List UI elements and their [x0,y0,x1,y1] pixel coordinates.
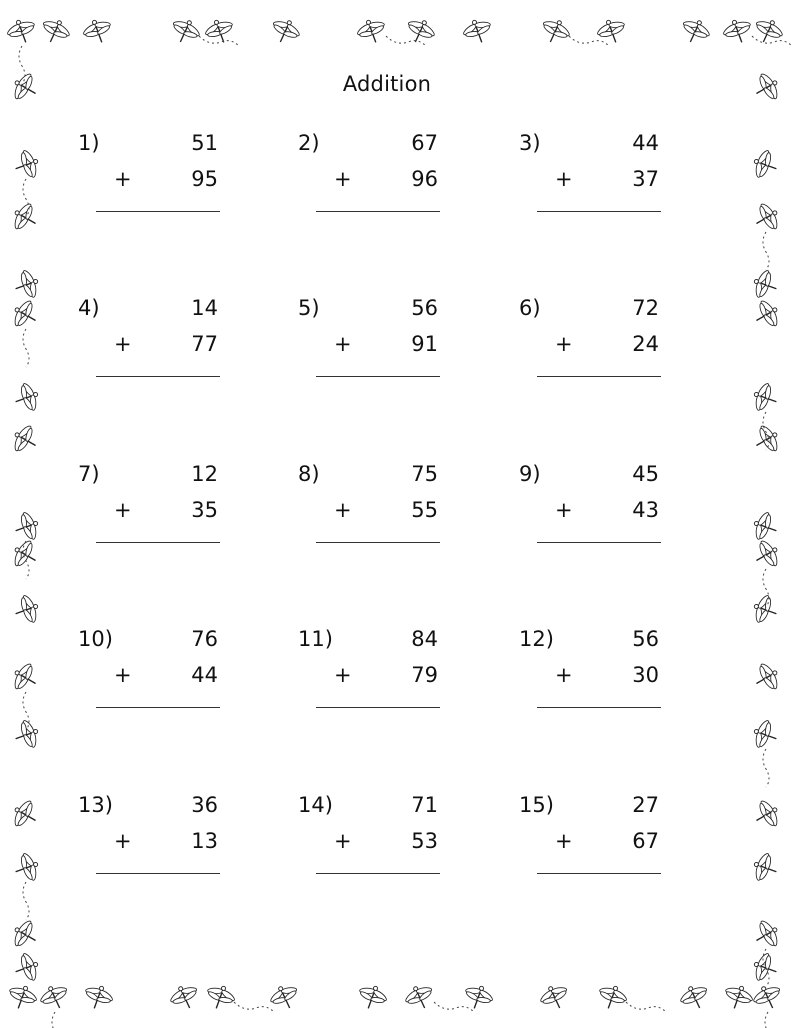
problem-number: 11) [298,627,333,651]
second-addend: 37 [632,167,659,191]
dotted-flight-trail [765,1012,771,1028]
answer-line [96,873,220,874]
plus-sign: + [114,829,132,853]
first-addend: 84 [411,627,438,651]
dragonfly-icon [8,421,43,458]
problem-number: 1) [78,131,100,155]
dragonfly-icon [749,659,784,696]
second-addend: 53 [411,829,438,853]
dragonfly-icon [267,15,304,49]
dragonfly-icon [8,296,43,333]
answer-line [96,211,220,212]
problem-1 [78,131,228,241]
dotted-flight-trail [23,882,29,920]
dragonfly-icon [37,15,74,49]
dragonfly-icon [749,380,781,416]
problem-7 [78,462,228,572]
answer-line [316,542,440,543]
first-addend: 36 [191,793,218,817]
dragonfly-icon [749,296,784,333]
dragonfly-icon [8,916,43,953]
first-addend: 14 [191,296,218,320]
dotted-flight-trail [386,36,426,46]
plus-sign: + [334,829,352,853]
second-addend: 55 [411,498,438,522]
first-addend: 12 [191,462,218,486]
dotted-flight-trail [569,36,609,46]
dragonfly-icon [4,15,40,47]
dotted-flight-trail [23,329,29,367]
dragonfly-icon [36,981,73,1015]
plus-sign: + [114,663,132,687]
dragonfly-icon [749,796,784,833]
answer-line [316,707,440,708]
second-addend: 95 [191,167,218,191]
answer-line [537,873,661,874]
answer-line [537,542,661,543]
second-addend: 44 [191,663,218,687]
problem-number: 3) [519,131,541,155]
problem-number: 9) [519,462,541,486]
problem-5 [298,296,448,406]
dragonfly-icon [80,981,116,1013]
problem-10 [78,627,228,737]
first-addend: 76 [191,627,218,651]
first-addend: 27 [632,793,659,817]
dragonfly-icon [749,916,784,953]
dragonfly-icon [11,509,43,545]
dragonfly-icon [11,592,43,628]
dragonfly-icon [676,981,713,1015]
dragonfly-icon [11,267,43,303]
dragonfly-icon [749,421,784,458]
problem-13 [78,793,228,903]
answer-line [537,211,661,212]
dragonfly-icon [749,509,781,545]
dragonfly-icon [749,592,781,628]
first-addend: 71 [411,793,438,817]
first-addend: 72 [632,296,659,320]
plus-sign: + [555,663,573,687]
dotted-flight-trail [199,36,239,46]
answer-line [96,542,220,543]
plus-sign: + [114,498,132,522]
problem-2 [298,131,448,241]
problem-number: 5) [298,296,320,320]
first-addend: 56 [411,296,438,320]
plus-sign: + [114,167,132,191]
second-addend: 91 [411,332,438,356]
worksheet-title: Addition [342,72,432,96]
problem-number: 13) [78,793,113,817]
problem-number: 6) [519,296,541,320]
dragonfly-icon [167,15,204,49]
problem-14 [298,793,448,903]
dragonfly-icon [80,15,116,47]
plus-sign: + [555,829,573,853]
dragonfly-icon [11,717,43,753]
answer-line [316,376,440,377]
dragonfly-icon [594,981,630,1013]
dotted-flight-trail [752,36,792,46]
dragonfly-icon [202,981,238,1013]
dragonfly-icon [8,659,43,696]
dragonfly-icon [460,981,496,1013]
dragonfly-icon [594,15,630,47]
dragonfly-icon [8,796,43,833]
problem-9 [519,462,669,572]
dragonfly-icon [749,267,781,303]
dragonfly-icon [460,15,496,47]
dragonfly-icon [749,199,784,236]
dotted-flight-trail [763,232,769,270]
plus-sign: + [114,332,132,356]
dotted-flight-trail [52,1012,58,1028]
dragonfly-icon [749,850,781,886]
dragonfly-icon [166,981,203,1015]
dragonfly-icon [11,950,43,986]
dragonfly-icon [11,147,43,183]
dragonfly-icon [354,981,390,1013]
answer-line [537,376,661,377]
second-addend: 43 [632,498,659,522]
problem-number: 2) [298,131,320,155]
dragonfly-icon [11,380,43,416]
dragonfly-icon [749,147,781,183]
dotted-flight-trail [626,1002,666,1012]
dragonfly-icon [8,199,43,236]
second-addend: 24 [632,332,659,356]
problem-15 [519,793,669,903]
plus-sign: + [555,498,573,522]
problem-4 [78,296,228,406]
problem-8 [298,462,448,572]
problem-number: 10) [78,627,113,651]
dragonfly-icon [354,15,390,47]
dragonfly-icon [11,850,43,886]
answer-line [316,873,440,874]
dragonfly-icon [537,15,574,49]
second-addend: 13 [191,829,218,853]
dotted-flight-trail [434,1002,474,1012]
answer-line [537,707,661,708]
first-addend: 44 [632,131,659,155]
problem-number: 14) [298,793,333,817]
dragonfly-icon [402,15,439,49]
dragonfly-icon [202,15,238,47]
answer-line [96,707,220,708]
second-addend: 96 [411,167,438,191]
first-addend: 67 [411,131,438,155]
problem-3 [519,131,669,241]
first-addend: 56 [632,627,659,651]
dragonfly-icon [749,950,781,986]
problem-number: 4) [78,296,100,320]
dragonfly-icon [677,15,714,49]
dragonfly-icon [401,981,438,1015]
dragonfly-icon [750,15,787,49]
problem-number: 15) [519,793,554,817]
second-addend: 67 [632,829,659,853]
second-addend: 35 [191,498,218,522]
problem-number: 12) [519,627,554,651]
dragonfly-icon [749,536,784,573]
problem-12 [519,627,669,737]
dragonfly-icon [720,981,756,1013]
dragonfly-icon [266,981,303,1015]
dotted-flight-trail [763,749,769,787]
dragonfly-icon [720,15,756,47]
dotted-flight-trail [234,1002,274,1012]
problem-number: 8) [298,462,320,486]
first-addend: 45 [632,462,659,486]
dragonfly-icon [536,981,573,1015]
first-addend: 51 [191,131,218,155]
dragonfly-icon [749,717,781,753]
second-addend: 30 [632,663,659,687]
dragonfly-icon [4,981,40,1013]
first-addend: 75 [411,462,438,486]
plus-sign: + [334,498,352,522]
problem-number: 7) [78,462,100,486]
problem-11 [298,627,448,737]
plus-sign: + [555,332,573,356]
plus-sign: + [334,663,352,687]
dragonfly-icon [749,981,786,1015]
second-addend: 79 [411,663,438,687]
plus-sign: + [334,167,352,191]
problem-6 [519,296,669,406]
plus-sign: + [334,332,352,356]
plus-sign: + [555,167,573,191]
answer-line [96,376,220,377]
second-addend: 77 [191,332,218,356]
answer-line [316,211,440,212]
